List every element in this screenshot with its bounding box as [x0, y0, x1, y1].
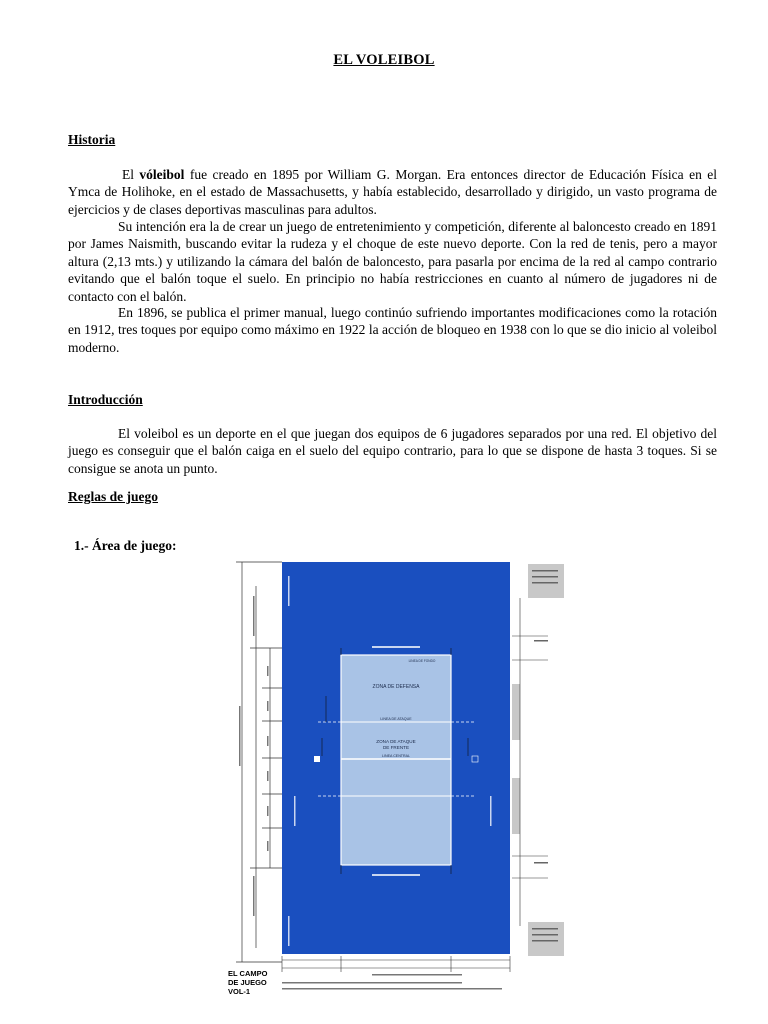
- historia-p2-text: Su intención era la de crear un juego de entretenimiento y competición, diferente al baloncesto creado en 1891 por James Naismith, buscando evitar la rudeza y el choque de este nuevo deporte. Con la red de tenis, pero a mayor altura (2,13 mts.) y utilizando la cámara del balón de baloncesto, para pasarla por encima de la red al campo contrario evitando que el balón toque el suelo. En principio no había restricciones en cuanto al número de jugadores ni de contacto con el balón.: [68, 219, 717, 304]
- zone-attack-label-2: DE FRENTE: [382, 745, 410, 750]
- left-dimension-lines: [236, 562, 282, 962]
- court-diagram: [222, 556, 582, 996]
- zone-attack-label-1: ZONA DE ATAQUE: [376, 739, 416, 744]
- historia-paragraph-2: [68, 218, 717, 305]
- heading-reglas: Reglas de juego: [68, 489, 158, 504]
- bottom-dimension-lines: [282, 956, 510, 972]
- zone-defense-label: ZONA DE DEFENSA: [372, 684, 420, 690]
- heading-historia: Historia: [68, 132, 116, 147]
- historia-p1-post: fue creado en 1895 por William G. Morgan. Era entonces director de Educación Física en el Ymca de Holihoke, en el estado de Massachusetts, y había establecido, desarrollado y dirigido, un vasto programa de ejercicios y de clases deportivas masculinas para adultos.: [68, 167, 717, 217]
- figure-caption-line2: DE JUEGO: [228, 978, 267, 987]
- attack-line-label: LINEA DE ATAQUE: [380, 717, 412, 721]
- introduccion-paragraph: [68, 425, 717, 477]
- historia-p1-pre: El: [122, 167, 140, 182]
- historia-paragraph-3: [68, 304, 717, 356]
- right-side-annotations: [512, 564, 564, 956]
- historia-p1-bold: vóleibol: [139, 167, 185, 182]
- center-line-label: LINEA CENTRAL: [382, 754, 410, 758]
- figure-caption-line3: VOL-1: [228, 987, 251, 996]
- heading-introduccion: Introducción: [68, 392, 143, 407]
- bottom-small-labels: [282, 974, 502, 990]
- historia-paragraph-1: [68, 166, 717, 218]
- document-title: EL VOLEIBOL: [333, 52, 435, 68]
- net-post-right: [472, 756, 478, 762]
- net-post-left: [314, 756, 320, 762]
- subheading-area-juego: 1.- Área de juego:: [74, 538, 177, 553]
- historia-p3-text: En 1896, se publica el primer manual, luego continúo sufriendo importantes modificaciones como la rotación en 1912, tres toques por equipo como máximo en 1922 la acción de bloqueo en 1938 con lo que se dio inicio al voleibol moderno.: [68, 305, 717, 355]
- figure-caption-line1: EL CAMPO: [228, 969, 268, 978]
- introduccion-p1-text: El voleibol es un deporte en el que juegan dos equipos de 6 jugadores separados por una red. El objetivo del juego es conseguir que el balón caiga en el suelo del equipo contrario, para lo que se dispone de hasta 3 toques. Si se consigue se anota un punto.: [68, 426, 717, 476]
- baseline-label: LINEA DE FONDO: [408, 659, 436, 663]
